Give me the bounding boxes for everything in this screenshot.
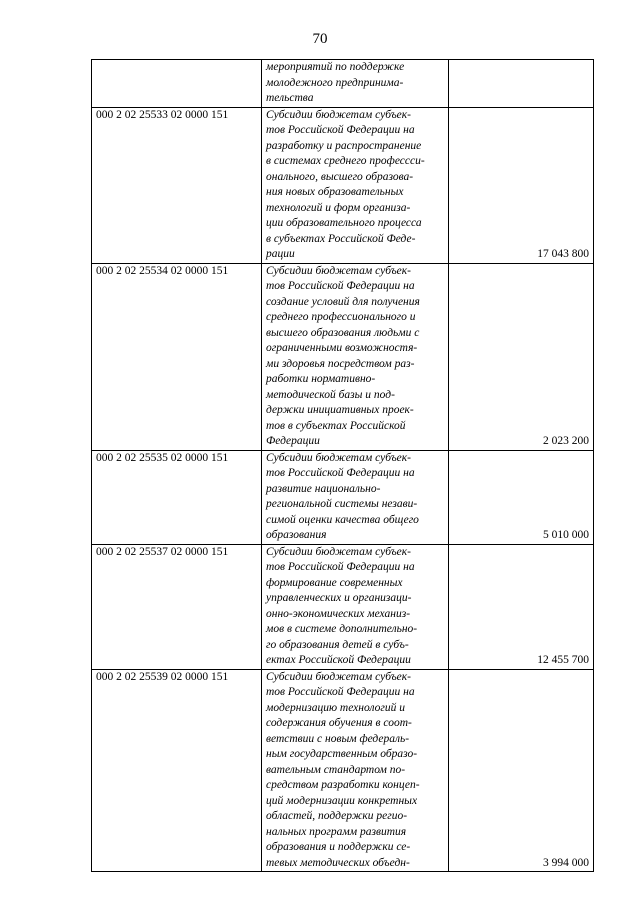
- table-row: [92, 669, 594, 872]
- description-cell: мероприятий по поддержке молодежного предпринима- тельства: [262, 60, 449, 108]
- amount-cell: 12 455 700: [449, 544, 594, 669]
- budget-code-cell: [92, 60, 262, 108]
- table-row: [92, 60, 594, 108]
- amount-cell: [449, 60, 594, 108]
- description-cell: Субсидии бюджетам субъек- тов Российской Федерации на создание условий для получения среднего профессионального и высшего образования людьми с ограниченными возможностя- ми здоровья посредством раз- работки нормативно- методической базы и под- держки инициативных проек- тов в субъектах Российской Федерации: [262, 263, 449, 450]
- page-number: 70: [312, 31, 328, 47]
- description-cell: Субсидии бюджетам субъек- тов Российской Федерации на развитие национально- региональной системы незави- симой оценки качества общего образования: [262, 450, 449, 544]
- table-row: [92, 450, 594, 544]
- budget-code-cell: 000 2 02 25533 02 0000 151: [92, 107, 262, 263]
- table-row: [92, 263, 594, 450]
- budget-code-cell: 000 2 02 25537 02 0000 151: [92, 544, 262, 669]
- amount-cell: 5 010 000: [449, 450, 594, 544]
- description-cell: Субсидии бюджетам субъек- тов Российской Федерации на формирование современных управленческих и организаци- онно-экономических механиз- мов в системе дополнительно- го образования детей в субъ- ектах Российской Федерации: [262, 544, 449, 669]
- table-row: [92, 544, 594, 669]
- table-row: [92, 107, 594, 263]
- budget-code-cell: 000 2 02 25534 02 0000 151: [92, 263, 262, 450]
- description-cell: Субсидии бюджетам субъек- тов Российской Федерации на модернизацию технологий и содержания обучения в соот- ветствии с новым федераль- ным государственным образо- вательным стандартом по- средством разработки концеп- ций модернизации конкретных областей, поддержки регио- нальных программ развития образования и поддержки се- тевых методических объедн-: [262, 669, 449, 872]
- amount-cell: 3 994 000: [449, 669, 594, 872]
- amount-cell: 2 023 200: [449, 263, 594, 450]
- amount-cell: 17 043 800: [449, 107, 594, 263]
- budget-code-cell: 000 2 02 25535 02 0000 151: [92, 450, 262, 544]
- budget-table: [91, 59, 594, 872]
- description-cell: Субсидии бюджетам субъек- тов Российской Федерации на разработку и распространение в системах среднего профессси- онального, высшего образова- ния новых образовательных технологий и форм организа- ции образовательного процесса в субъектах Российской Феде- рации: [262, 107, 449, 263]
- budget-code-cell: 000 2 02 25539 02 0000 151: [92, 669, 262, 872]
